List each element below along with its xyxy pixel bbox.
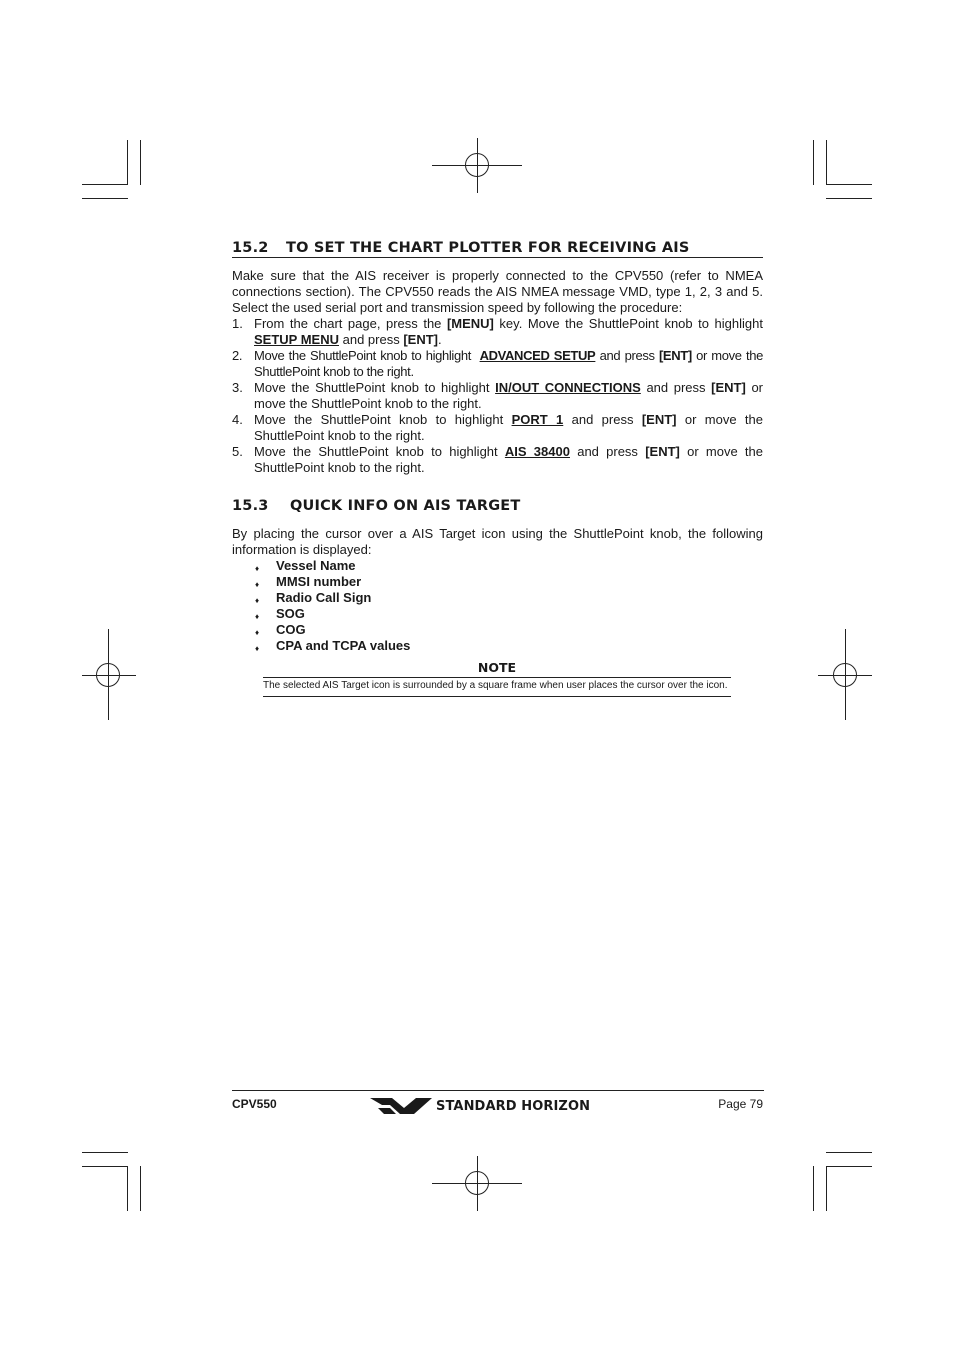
diamond-bullet-icon: ♦ (255, 612, 260, 621)
section-heading-15-2 (232, 240, 763, 258)
step-item: 1. From the chart page, press the [MENU] key. Move the ShuttlePoint knob to highlight SETUP MENU and press [ENT]. (232, 316, 763, 347)
note-text: The selected AIS Target icon is surrounded by a square frame when user places the cursor over the icon. (263, 677, 731, 697)
section-title: TO SET THE CHART PLOTTER FOR RECEIVING AIS (286, 240, 690, 256)
diamond-bullet-icon: ♦ (255, 580, 260, 589)
brand-name: STANDARD HORIZON (436, 1098, 591, 1114)
list-item: ♦ Vessel Name (255, 558, 410, 574)
step-item: 4. Move the ShuttlePoint knob to highlight PORT 1 and press [ENT] or move the ShuttlePoint knob to the right. (232, 412, 763, 443)
menu-keyword: ADVANCED SETUP (479, 348, 596, 363)
section-intro: By placing the cursor over a AIS Target icon using the ShuttlePoint knob, the following information is displayed: (232, 526, 763, 557)
diamond-bullet-icon: ♦ (255, 564, 260, 573)
section-number: 15.2 (232, 240, 269, 256)
step-item: 3. Move the ShuttlePoint knob to highlight IN/OUT CONNECTIONS and press [ENT] or move the ShuttlePoint knob to the right. (232, 380, 763, 411)
menu-keyword: AIS 38400 (504, 444, 570, 459)
list-item: ♦ MMSI number (255, 574, 410, 590)
note-title: NOTE (477, 660, 517, 675)
step-item: 5. Move the ShuttlePoint knob to highlight AIS 38400 and press [ENT] or move the ShuttlePoint knob to the right. (232, 444, 764, 475)
section-number: 15.3 (232, 498, 269, 514)
footer-divider (232, 1090, 764, 1091)
list-item: ♦ CPA and TCPA values (255, 638, 410, 654)
section-heading-15-3 (232, 498, 763, 514)
section-intro: Make sure that the AIS receiver is properly connected to the CPV550 (refer to NMEA connections section). The CPV550 reads the AIS NMEA message VMD, type 1, 2, 3 and 5. Select the used serial port and transmission speed by following the procedure: (232, 268, 763, 315)
list-item: ♦ SOG (255, 606, 410, 622)
brand-logo (370, 1097, 590, 1115)
procedure-steps (232, 316, 763, 476)
footer-model: CPV550 (232, 1097, 277, 1111)
menu-keyword: IN/OUT CONNECTIONS (495, 380, 641, 395)
step-item: 2. Move the ShuttlePoint knob to highlight ADVANCED SETUP and press [ENT] or move the ShuttlePoint knob to the right. (232, 348, 764, 379)
menu-keyword: PORT 1 (511, 412, 564, 427)
diamond-bullet-icon: ♦ (255, 644, 260, 653)
info-list (255, 558, 410, 654)
diamond-bullet-icon: ♦ (255, 628, 260, 637)
list-item: ♦ COG (255, 622, 410, 638)
diamond-bullet-icon: ♦ (255, 596, 260, 605)
list-item: ♦ Radio Call Sign (255, 590, 410, 606)
standard-horizon-logo-icon (370, 1097, 432, 1115)
menu-keyword: SETUP MENU (254, 332, 339, 347)
section-title: QUICK INFO ON AIS TARGET (290, 498, 521, 514)
page-number: Page 79 (718, 1097, 763, 1111)
